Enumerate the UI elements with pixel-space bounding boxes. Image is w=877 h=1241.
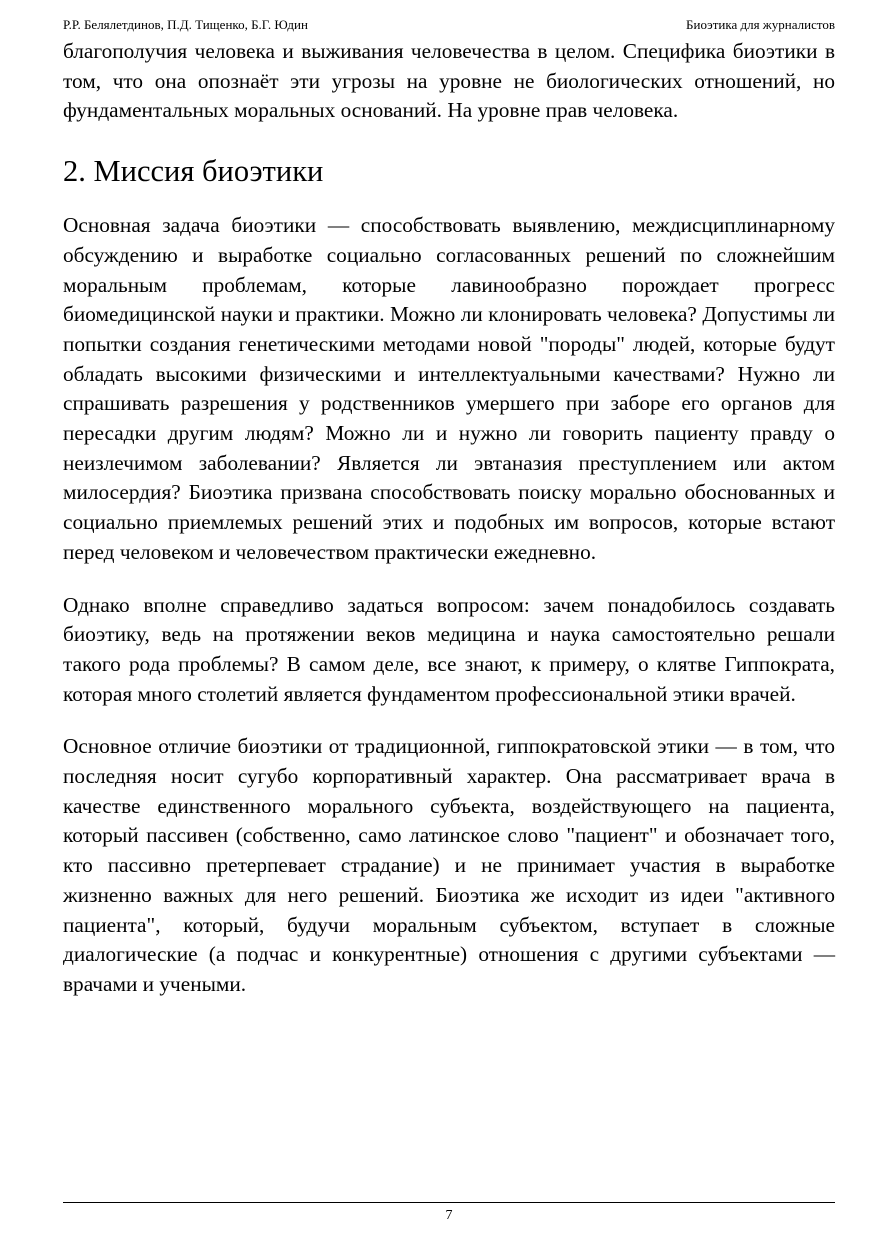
footer-divider [63,1202,835,1203]
document-page [63,0,835,1241]
running-header [63,16,835,34]
paragraph-difference-hippocratic: Основное отличие биоэтики от традиционной, гиппократовской этики — в том, что последняя носит сугубо корпоративный характер. Она рассматривает врача в качестве единственного морального субъекта, воздействующего на пациента, который пассивен (собственно, само латинское слово "пациент" и обозначает того, кто пассивно претерпевает страдание) и не принимает участия в выработке жизненно важных для него решений. Биоэтика же исходит из идеи "активного пациента", который, будучи моральным субъектом, вступает в сложные диалогические (а подчас и конкурентные) отношения с другими субъектами — врачами и учеными. [63,734,835,996]
section-heading: 2. Миссия биоэтики [63,154,324,189]
continued-paragraph: благополучия человека и выживания человечества в целом. Специфика биоэтики в том, что она опознаёт эти угрозы на уровне не биологических отношений, но фундаментальных моральных оснований. На уровне прав человека. [63,39,835,123]
paragraph-mission-task: Основная задача биоэтики — способствовать выявлению, междисциплинарному обсуждению и выработке социально согласованных решений по сложнейшим моральным проблемам, которые лавинообразно порождает прогресс биомедицинской науки и практики. Можно ли клонировать человека? Допустимы ли попытки создания генетическими методами новой "породы" людей, которые будут обладать высокими физическими и интеллектуальными качествами? Нужно ли спрашивать разрешения у родственников умершего при заборе его органов для пересадки другим людям? Можно ли и нужно ли говорить пациенту правду о неизлечимом заболевании? Является ли эвтаназия преступлением или актом милосердия? Биоэтика призвана способствовать поиску морально обоснованных и социально приемлемых решений этих и подобных им вопросов, которые встают перед человеком и человечеством практически ежедневно. [63,213,835,564]
paragraph-why-bioethics: Однако вполне справедливо задаться вопросом: зачем понадобилось создавать биоэтику, ведь на протяжении веков медицина и наука самостоятельно решали такого рода проблемы? В самом деле, все знают, к примеру, о клятве Гиппократа, которая много столетий является фундаментом профессиональной этики врачей. [63,592,835,706]
header-book-title: Биоэтика для журналистов [686,17,835,32]
header-authors: Р.Р. Белялетдинов, П.Д. Тищенко, Б.Г. Юдин [63,17,308,32]
body-text [63,37,835,1023]
page-number: 7 [445,1208,453,1223]
